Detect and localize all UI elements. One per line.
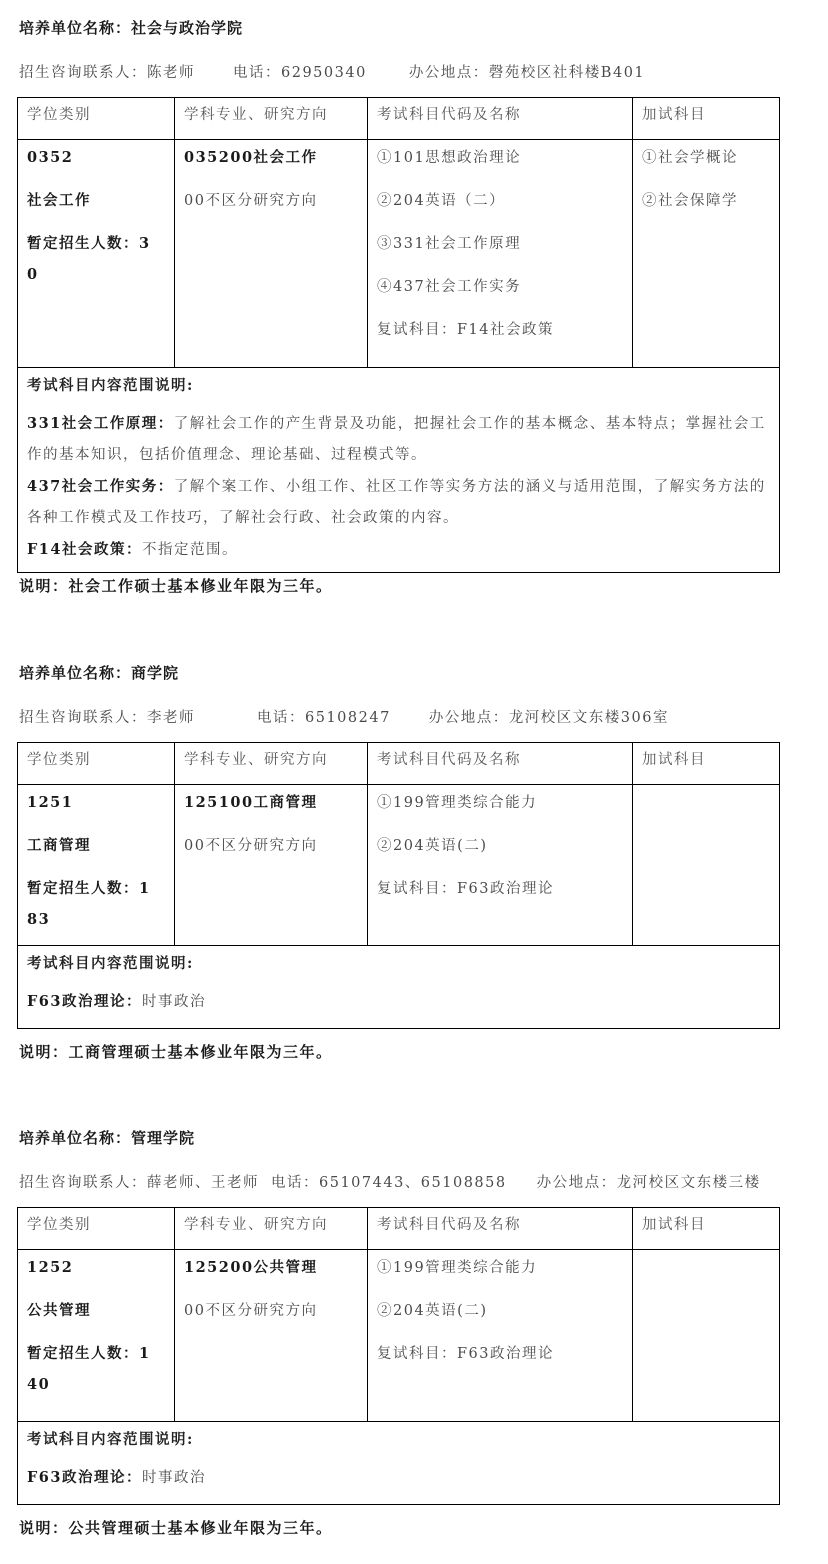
table-row <box>18 140 780 368</box>
scope-item <box>27 1462 770 1494</box>
quota-line2: 40 <box>27 1376 51 1393</box>
exam-subjects-cell <box>368 140 633 368</box>
phone: 电话：65108247 <box>257 710 391 726</box>
phone: 电话：65107443、65108858 <box>271 1175 507 1191</box>
contact-line <box>19 1171 761 1192</box>
degree-name: 公共管理 <box>27 1302 91 1319</box>
scope-key: 331社会工作原理： <box>27 415 174 432</box>
extra-subject: ②社会保障学 <box>642 193 738 209</box>
scope-text: 了解个案工作、小组工作、社区工作等实务方法的涵义与适用范围，了解实务方法的各种工作模式及工作技巧，了解社会行政、社会政策的内容。 <box>27 479 766 526</box>
table-row <box>18 785 780 946</box>
scope-row <box>18 1422 780 1505</box>
duration-note: 说明：公共管理硕士基本修业年限为三年。 <box>19 1519 333 1537</box>
quota-line2: 0 <box>27 266 39 283</box>
exam-subject: ②204英语(二) <box>377 1303 488 1319</box>
degree-name: 工商管理 <box>27 837 91 854</box>
plan-table <box>17 97 780 573</box>
office-location: 办公地点：龙河校区文东楼306室 <box>428 710 669 726</box>
header-extra-subjects: 加试科目 <box>633 743 780 785</box>
plan-table <box>17 742 780 1029</box>
major-cell <box>175 785 368 946</box>
retest-subject: 复试科目：F63政治理论 <box>377 1346 555 1362</box>
degree-name: 社会工作 <box>27 192 91 209</box>
contact-person: 招生咨询联系人：陈老师 <box>19 65 195 81</box>
scope-row <box>18 368 780 573</box>
scope-text: 时事政治 <box>141 1470 206 1486</box>
exam-subject: ④437社会工作实务 <box>377 279 522 295</box>
table-header-row <box>18 1208 780 1250</box>
contact-person: 招生咨询联系人：薛老师、王老师 <box>19 1175 259 1191</box>
scope-item <box>27 986 770 1018</box>
degree-code: 1251 <box>27 794 74 811</box>
degree-cell <box>18 785 175 946</box>
degree-code: 0352 <box>27 149 74 166</box>
header-exam-subjects: 考试科目代码及名称 <box>368 1208 633 1250</box>
scope-item <box>27 471 770 534</box>
table-header-row <box>18 743 780 785</box>
degree-cell <box>18 1250 175 1422</box>
research-direction: 00不区分研究方向 <box>184 838 318 854</box>
degree-code: 1252 <box>27 1259 74 1276</box>
quota-line1: 暂定招生人数：1 <box>27 1345 151 1362</box>
header-major: 学科专业、研究方向 <box>175 98 368 140</box>
scope-key: F63政治理论： <box>27 1469 142 1486</box>
scope-title: 考试科目内容范围说明: <box>27 377 194 394</box>
scope-key: 437社会工作实务： <box>27 478 174 495</box>
plan-table <box>17 1207 780 1505</box>
header-extra-subjects: 加试科目 <box>633 98 780 140</box>
header-major: 学科专业、研究方向 <box>175 1208 368 1250</box>
major-code-name: 035200社会工作 <box>184 149 318 166</box>
header-degree-type: 学位类别 <box>18 98 175 140</box>
office-location: 办公地点：磬苑校区社科楼B401 <box>408 65 646 81</box>
scope-cell <box>18 1422 780 1505</box>
quota-line2: 83 <box>27 911 51 928</box>
scope-text: 不指定范围。 <box>141 542 238 558</box>
scope-key: F14社会政策： <box>27 541 142 558</box>
exam-subject: ①101思想政治理论 <box>377 150 522 166</box>
header-exam-subjects: 考试科目代码及名称 <box>368 98 633 140</box>
exam-subject: ③331社会工作原理 <box>377 236 522 252</box>
exam-subject: ①199管理类综合能力 <box>377 1260 538 1276</box>
major-cell <box>175 140 368 368</box>
scope-item <box>27 534 770 566</box>
scope-text: 了解社会工作的产生背景及功能，把握社会工作的基本概念、基本特点；掌握社会工作的基本知识，包括价值理念、理论基础、过程模式等。 <box>27 416 766 463</box>
exam-subjects-cell <box>368 785 633 946</box>
extra-subjects-cell <box>633 1250 780 1422</box>
header-extra-subjects: 加试科目 <box>633 1208 780 1250</box>
retest-subject: 复试科目：F14社会政策 <box>377 322 555 338</box>
duration-note: 说明：社会工作硕士基本修业年限为三年。 <box>19 577 333 595</box>
contact-person: 招生咨询联系人：李老师 <box>19 710 195 726</box>
scope-key: F63政治理论： <box>27 993 142 1010</box>
unit-title: 培养单位名称：商学院 <box>19 664 180 682</box>
major-code-name: 125200公共管理 <box>184 1259 318 1276</box>
research-direction: 00不区分研究方向 <box>184 193 318 209</box>
header-degree-type: 学位类别 <box>18 743 175 785</box>
scope-title: 考试科目内容范围说明: <box>27 955 194 972</box>
quota-line1: 暂定招生人数：3 <box>27 235 151 252</box>
office-location: 办公地点：龙河校区文东楼三楼 <box>536 1175 761 1191</box>
scope-text: 时事政治 <box>141 994 206 1010</box>
header-degree-type: 学位类别 <box>18 1208 175 1250</box>
contact-line <box>19 61 645 82</box>
major-code-name: 125100工商管理 <box>184 794 318 811</box>
unit-title: 培养单位名称：管理学院 <box>19 1129 196 1147</box>
retest-subject: 复试科目：F63政治理论 <box>377 881 555 897</box>
scope-item <box>27 408 770 471</box>
scope-cell <box>18 946 780 1029</box>
table-header-row <box>18 98 780 140</box>
header-exam-subjects: 考试科目代码及名称 <box>368 743 633 785</box>
header-major: 学科专业、研究方向 <box>175 743 368 785</box>
exam-subject: ②204英语（二） <box>377 193 506 209</box>
degree-cell <box>18 140 175 368</box>
contact-line <box>19 706 669 727</box>
duration-note: 说明：工商管理硕士基本修业年限为三年。 <box>19 1043 333 1061</box>
table-row <box>18 1250 780 1422</box>
exam-subject: ②204英语(二) <box>377 838 488 854</box>
major-cell <box>175 1250 368 1422</box>
research-direction: 00不区分研究方向 <box>184 1303 318 1319</box>
extra-subjects-cell <box>633 140 780 368</box>
exam-subject: ①199管理类综合能力 <box>377 795 538 811</box>
scope-cell <box>18 368 780 573</box>
unit-title: 培养单位名称：社会与政治学院 <box>19 19 244 37</box>
extra-subject: ①社会学概论 <box>642 150 738 166</box>
scope-title: 考试科目内容范围说明: <box>27 1431 194 1448</box>
phone: 电话：62950340 <box>233 65 367 81</box>
scope-row <box>18 946 780 1029</box>
quota-line1: 暂定招生人数：1 <box>27 880 151 897</box>
exam-subjects-cell <box>368 1250 633 1422</box>
extra-subjects-cell <box>633 785 780 946</box>
